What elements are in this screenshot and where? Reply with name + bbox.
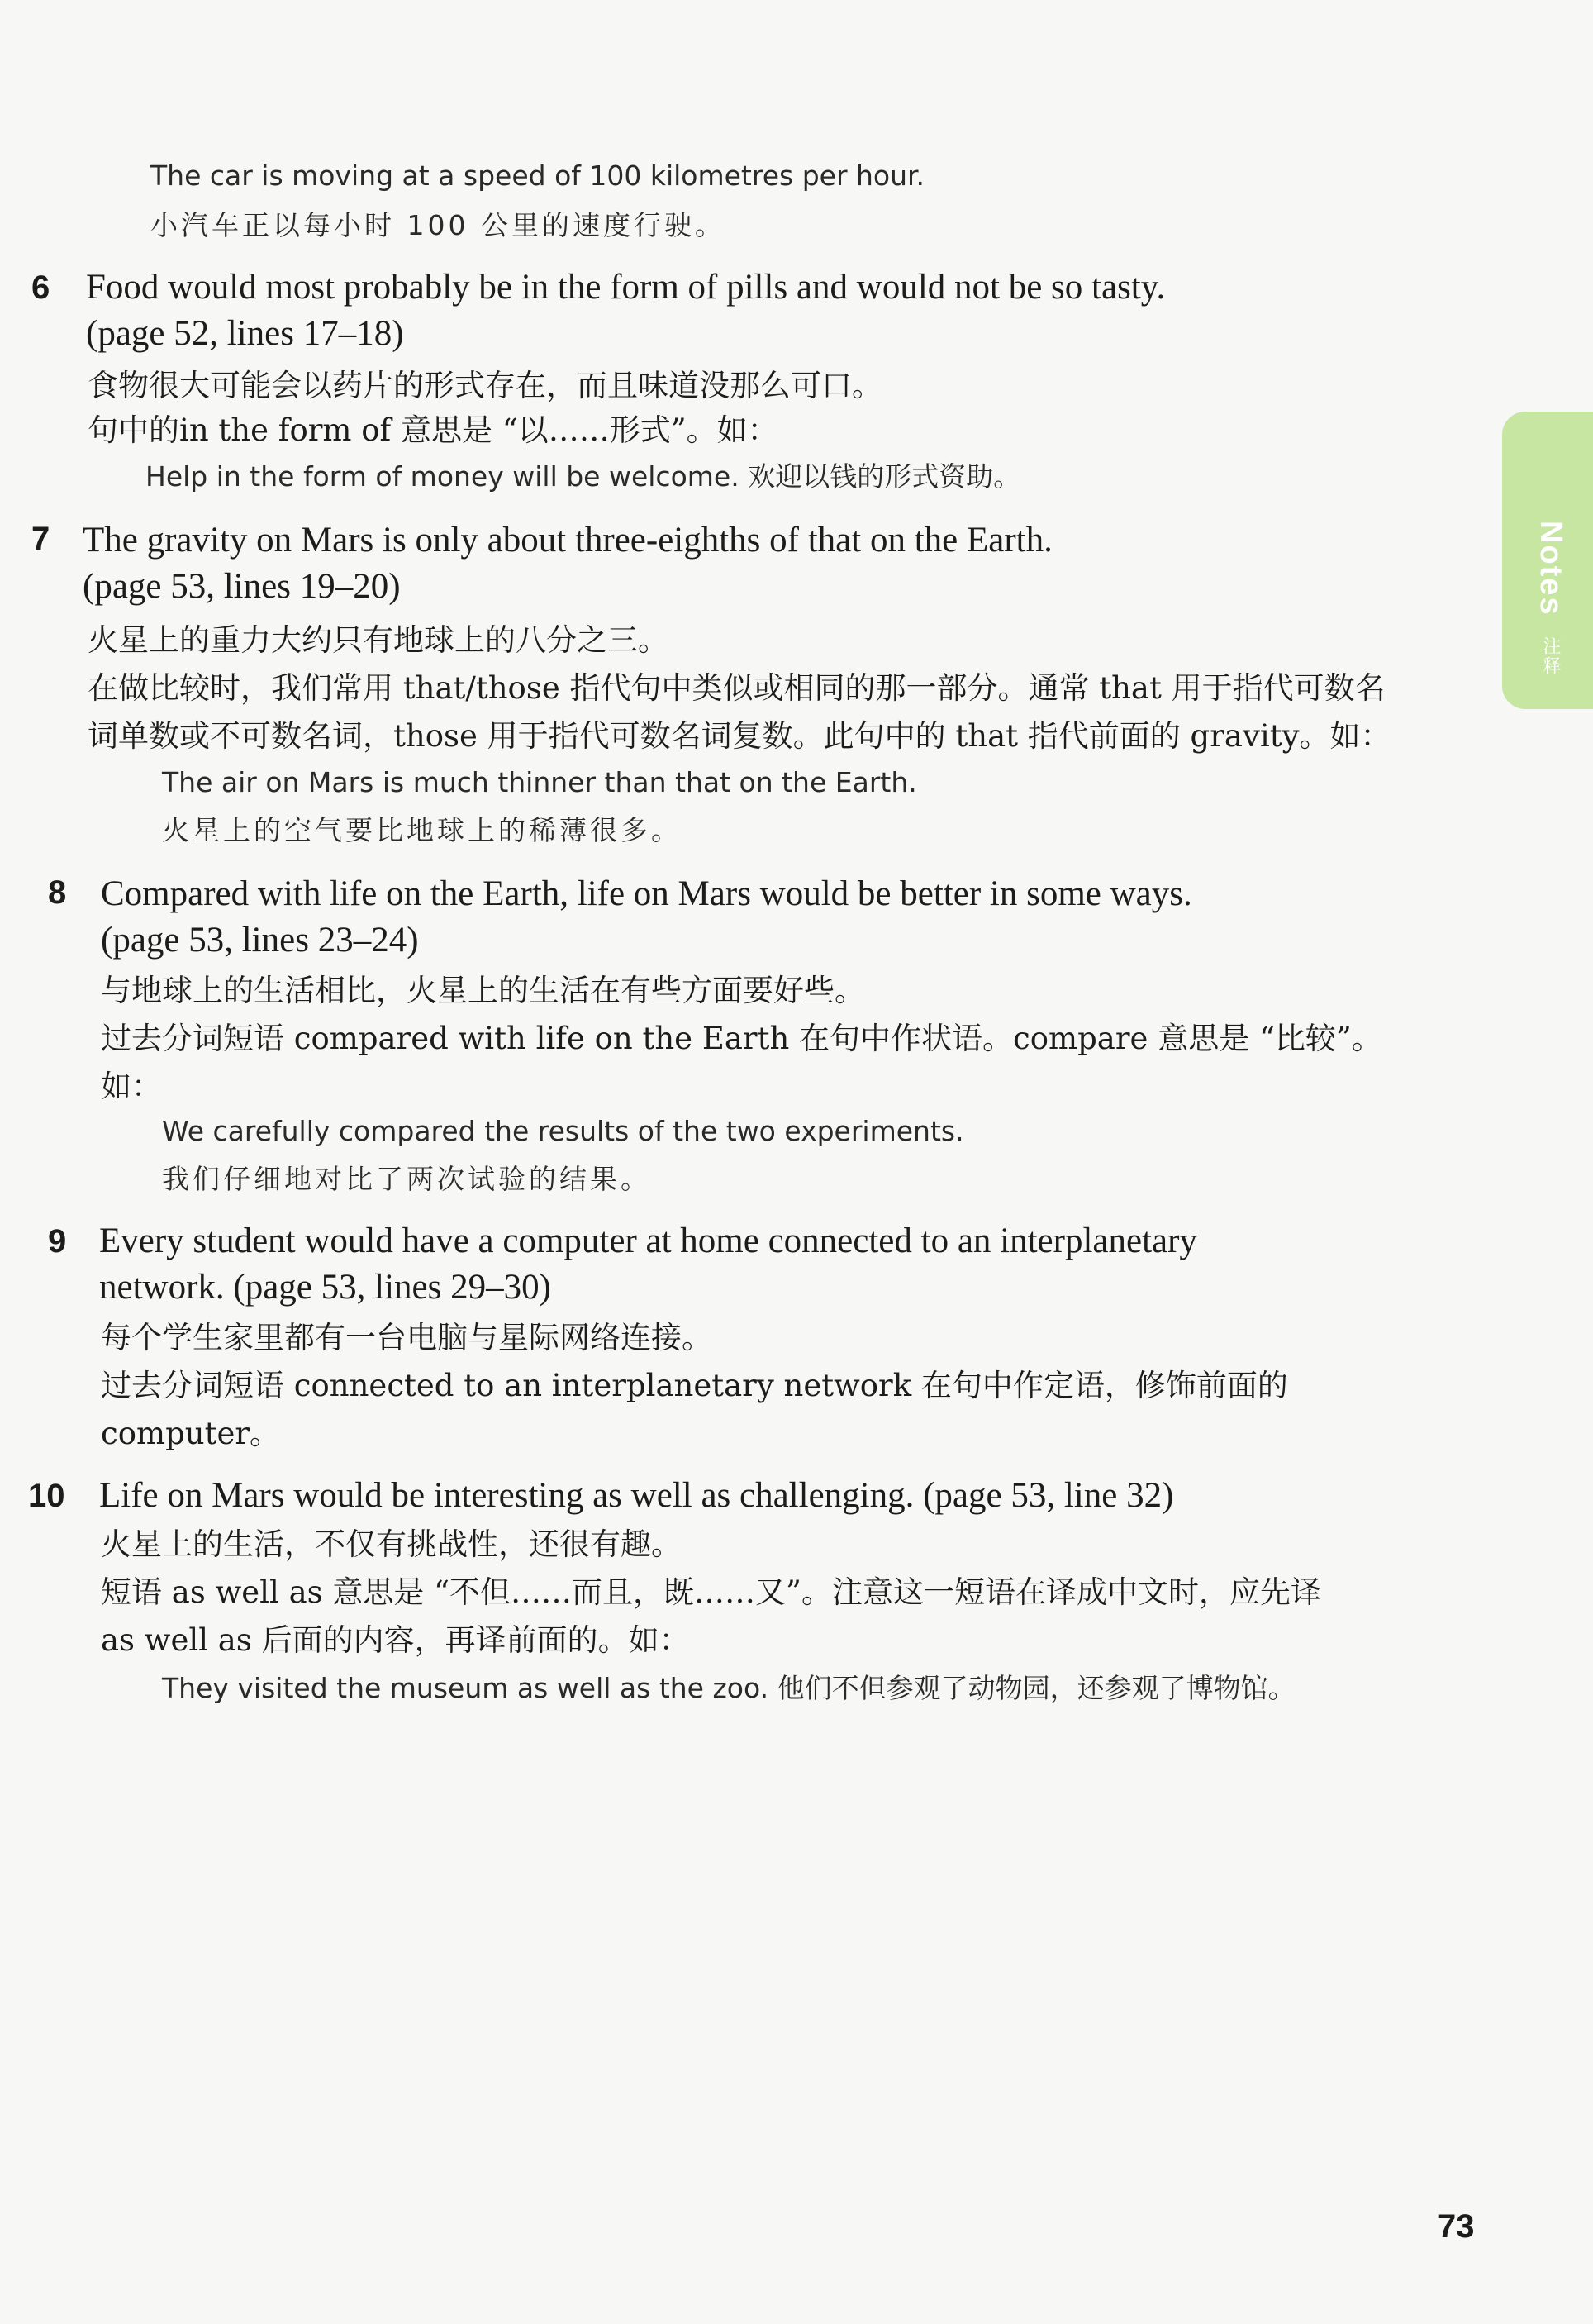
- example-translation: 我们仔细地对比了两次试验的结果。: [162, 1163, 651, 1195]
- example-en: The car is moving at a speed of 100 kilometres per hour.: [150, 160, 925, 192]
- note-sentence: network. (page 53, lines 29–30): [99, 1268, 551, 1307]
- note-sentence: The gravity on Mars is only about three-eighths of that on the Earth.: [83, 521, 1053, 560]
- note-translation: 与地球上的生活相比，火星上的生活在有些方面要好些。: [101, 973, 865, 1008]
- page-number: 73: [1438, 2208, 1475, 2245]
- note-explanation: 在做比较时，我们常用 that/those 指代句中类似或相同的那一部分。通常 that 用于指代可数名: [88, 670, 1386, 706]
- example-sentence: Help in the form of money will be welcome. 欢迎以钱的形式资助。: [145, 460, 1021, 493]
- note-explanation: 过去分词短语 compared with life on the Earth 在句中作状语。compare 意思是 “比较”。: [101, 1021, 1382, 1056]
- notes-tab-label-en: Notes: [1534, 521, 1568, 617]
- notes-tab-label: [1519, 521, 1568, 686]
- example-sentence: The air on Mars is much thinner than that on the Earth.: [162, 766, 917, 798]
- note-translation: 每个学生家里都有一台电脑与星际网络连接。: [101, 1320, 712, 1355]
- note-explanation: computer。: [101, 1416, 281, 1451]
- note-explanation: 词单数或不可数名词，those 用于指代可数名词复数。此句中的 that 指代前面的 gravity。如：: [88, 718, 1391, 754]
- example-sentence: They visited the museum as well as the zoo. 他们不但参观了动物园，还参观了博物馆。: [162, 1672, 1296, 1704]
- example-translation: 火星上的空气要比地球上的稀薄很多。: [162, 814, 682, 846]
- note-number: 10: [28, 1478, 65, 1514]
- note-sentence: Life on Mars would be interesting as well as challenging. (page 53, line 32): [99, 1476, 1174, 1515]
- note-number: 8: [48, 874, 67, 911]
- note-explanation: 短语 as well as 意思是 “不但……而且，既……又”。注意这一短语在译成中文时，应先译: [101, 1574, 1321, 1610]
- note-number: 7: [31, 521, 50, 557]
- note-sentence: Compared with life on the Earth, life on Mars would be better in some ways.: [101, 874, 1192, 913]
- note-translation: 食物很大可能会以药片的形式存在，而且味道没那么可口。: [88, 368, 882, 403]
- note-reference: (page 52, lines 17–18): [86, 314, 404, 353]
- note-explanation: 如：: [101, 1069, 162, 1104]
- note-sentence: Food would most probably be in the form of pills and would not be so tasty.: [86, 268, 1166, 307]
- note-number: 6: [31, 269, 50, 306]
- example-sentence: We carefully compared the results of the two experiments.: [162, 1115, 964, 1147]
- note-reference: (page 53, lines 23–24): [101, 921, 419, 960]
- notes-tab-label-zh: 注释: [1541, 636, 1562, 677]
- note-explanation: as well as 后面的内容，再译前面的。如：: [101, 1622, 690, 1658]
- note-sentence: Every student would have a computer at home connected to an interplanetary: [99, 1222, 1197, 1260]
- example-zh: 小汽车正以每小时 100 公里的速度行驶。: [150, 209, 725, 241]
- note-explanation: 句中的in the form of 意思是 “以……形式”。如：: [88, 412, 778, 448]
- note-reference: (page 53, lines 19–20): [83, 567, 401, 606]
- note-explanation: 过去分词短语 connected to an interplanetary network 在句中作定语，修饰前面的: [101, 1368, 1288, 1403]
- note-translation: 火星上的生活，不仅有挑战性，还很有趣。: [101, 1526, 682, 1562]
- note-number: 9: [48, 1223, 67, 1260]
- note-translation: 火星上的重力大约只有地球上的八分之三。: [88, 622, 668, 658]
